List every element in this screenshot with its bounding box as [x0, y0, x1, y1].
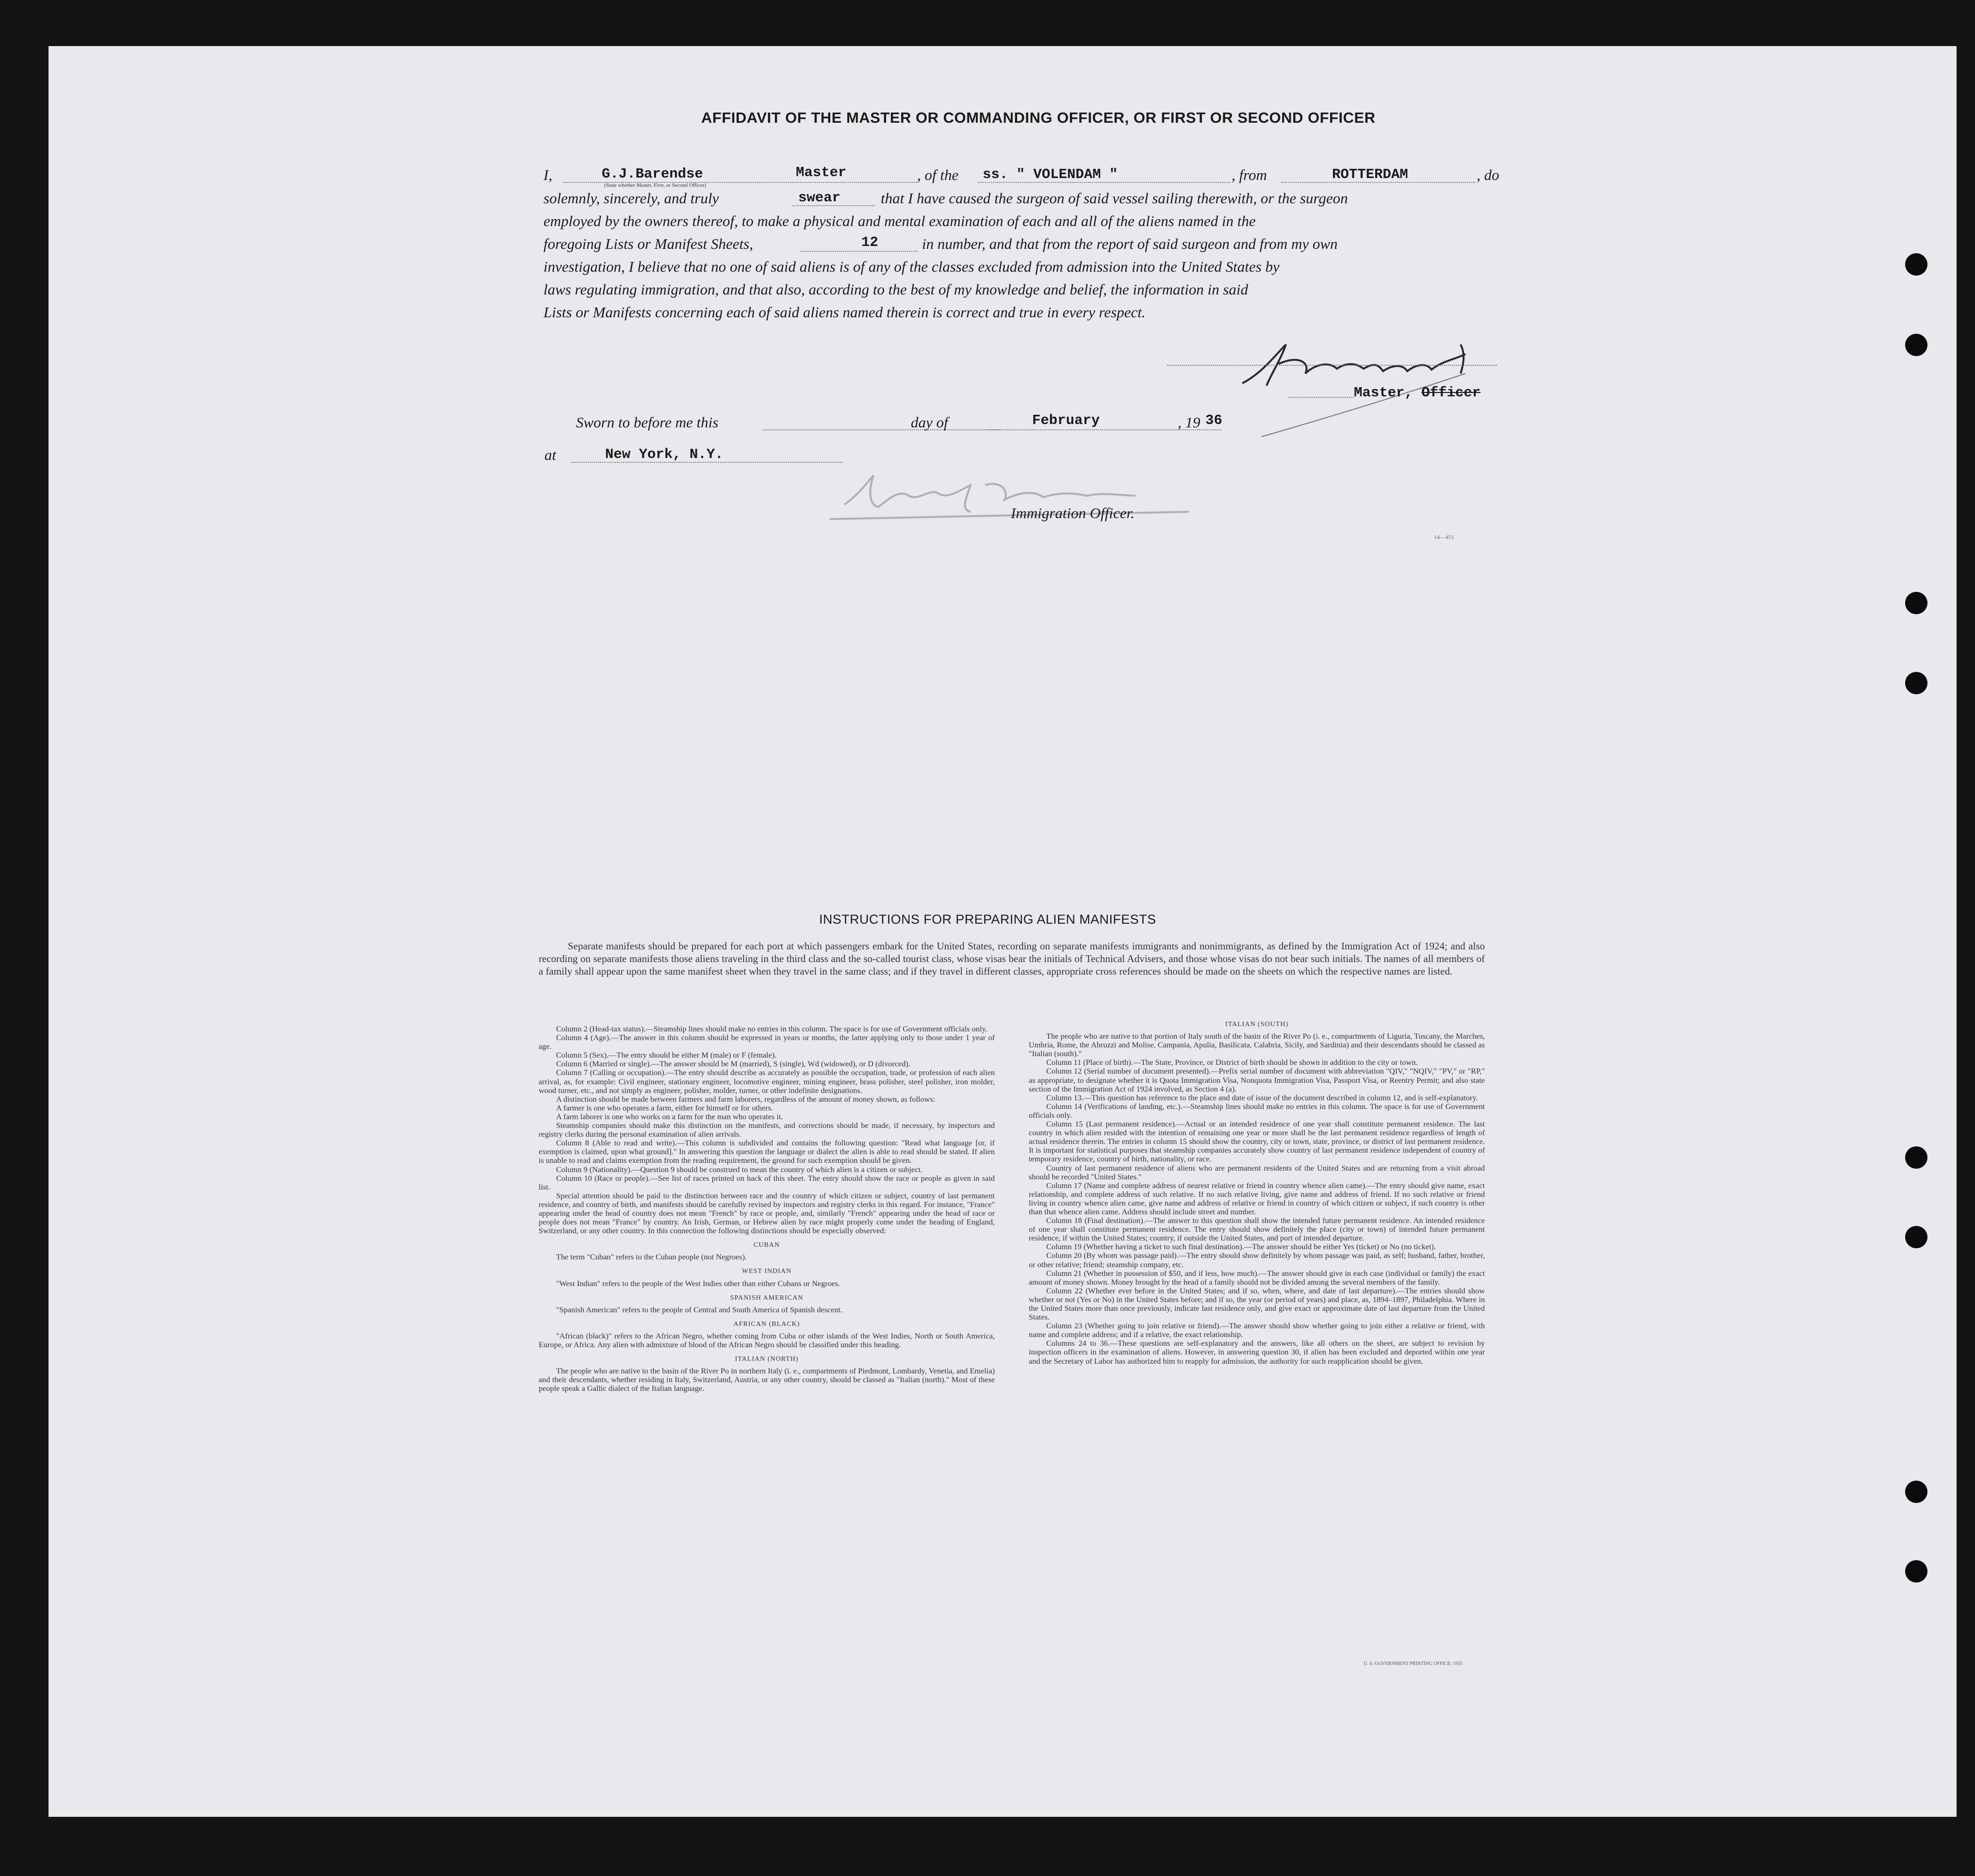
paragraph: "Spanish American" refers to the people of Central and South America of Spanish descent. — [556, 1305, 843, 1314]
paragraph: Column 15 (Last permanent residence).—Actual or an intended residence of one year shall constitute permanent residence. The last country in which alien resided with the intention of remaining one year or more shall be the last permanent residence regardless of length of actual residence therein. The entries in column 15 should show the country, city or town, state, province, or district of last permanent residence. It is important for statistical purposes that steamship companies accurately show country of last permanent residence independent of country of temporary residence, country of birth, nationality, or race. — [1029, 1119, 1485, 1164]
label-i: I, — [543, 166, 553, 183]
rank-note: (State whether Master, First, or Second Officer) — [604, 182, 707, 188]
instructions-title: INSTRUCTIONS FOR PREPARING ALIEN MANIFESTS — [819, 912, 1156, 927]
signature-line — [1167, 365, 1497, 366]
month: February — [1032, 412, 1100, 428]
affidavit-line-5: investigation, I believe that no one of said aliens is of any of the classes excluded from admission into the United States by — [543, 258, 1280, 275]
binder-hole — [1905, 1481, 1927, 1503]
paragraph: "West Indian" refers to the people of the West Indies other than either Cubans or Negroes. — [556, 1278, 840, 1288]
label-from: , from — [1232, 166, 1267, 183]
heading-italian-north: ITALIAN (NORTH) — [735, 1355, 799, 1363]
instructions-intro: Separate manifests should be prepared for each port at which passengers embark for the United States, recording on separate manifests immigrants and nonimmigrants, as defined by the Immigration Act of 1924; and also recording on separate manifests those aliens traveling in the third class and the so-called tourist class, whose visas bear the initials of Technical Advisers, and those whose visas do not bear such initials. The names of all members of a family shall appear upon the same manifest sheet when they travel in the same class; and if they travel in different classes, appropriate cross references should be made on the sheets on which the respective names are listed. — [539, 940, 1485, 977]
text-surgeon: that I have caused the surgeon of said vessel sailing therewith, or the surgeon — [881, 190, 1348, 207]
officer-rank: Master — [796, 164, 847, 180]
affidavit-line-7: Lists or Manifests concerning each of said aliens named therein is correct and true in every respect. — [543, 304, 1146, 321]
printer-imprint: U. S. GOVERNMENT PRINTING OFFICE: 1935 — [1364, 1661, 1463, 1666]
paragraph: Column 13.—This question has reference to the place and date of issue of the document described in column 12, and is self-explanatory. — [1046, 1093, 1478, 1102]
paragraph: Column 8 (Able to read and write).—This column is subdivided and contains the following question: "Read what language [or, if exemption is claimed, upon what ground]." In answering this question the language or dialect the alien is able to read should be stated. If alien is unable to read and claims exemption from the reading requirement, the ground for such exemption should be given. — [539, 1138, 995, 1165]
vessel-name: ss. " VOLENDAM " — [983, 166, 1118, 182]
paragraph: Special attention should be paid to the distinction between race and the country of which citizen or subject, country of last permanent residence, and country of birth, and manifests should be carefully revised by inspectors and registry clerks in this regard. For instance, "France" appearing under the head of country does not mean "French" by race or people, and, similarly "French" appearing under the head of race or people does not mean "France" by country. An Irish, German, or Hebrew alien by race might properly come under the heading of England, Switzerland, or any other country. In this connection the following distinctions should be especially observed: — [539, 1191, 995, 1236]
paragraph: Country of last permanent residence of aliens who are permanent residents of the United States and are returning from a visit abroad should be recorded "United States." — [1029, 1163, 1485, 1181]
paragraph: The term "Cuban" refers to the Cuban people (not Negroes). — [556, 1252, 747, 1262]
paragraph: Steamship companies should make this distinction on the manifests, and corrections should be made, if necessary, by inspectors and registry clerks during the personal examination of alien arrivals. — [539, 1121, 995, 1139]
text-sworn: Sworn to before me this — [576, 414, 719, 431]
paragraph: Column 4 (Age).—The answer in this column should be expressed in years or months, the latter applying only to those under 1 year of age. — [539, 1033, 995, 1051]
binder-hole — [1905, 1146, 1927, 1169]
master-title-line — [1288, 397, 1354, 398]
paragraph: Column 21 (Whether in possession of $50, and if less, how much).—The answer should give in each case (individual or family) the exact amount of money shown. Money brought by the head of a family should not be divided among the several members of the family. — [1029, 1268, 1485, 1287]
paragraph: A farm laborer is one who works on a farm for the man who operates it. — [556, 1111, 783, 1121]
master-label: Master, — [1354, 385, 1413, 401]
text-foregoing: foregoing Lists or Manifest Sheets, — [543, 235, 753, 252]
paragraph: Column 19 (Whether having a ticket to such final destination).—The answer should be either Yes (ticket) or No (no ticket). — [1046, 1242, 1436, 1252]
year-suffix: 36 — [1205, 412, 1222, 428]
binder-hole — [1905, 592, 1927, 614]
affidavit-line-6: laws regulating immigration, and that also, according to the best of my knowledge and belief, the information in said — [543, 281, 1249, 298]
sheet-count: 12 — [861, 234, 878, 250]
paragraph: Column 2 (Head-tax status).—Steamship lines should make no entries in this column. The space is for use of Government officials only. — [556, 1024, 988, 1033]
affidavit-title: AFFIDAVIT OF THE MASTER OR COMMANDING OFFICER, OR FIRST OR SECOND OFFICER — [701, 109, 1376, 126]
paragraph: The people who are native to that portion of Italy south of the basin of the River Po (i. e., compartments of Liguria, Tuscany, the Marches, Umbria, Rome, the Abruzzi and Molise, Campania, Apulia, Basilicata, Calabria, Sicily, and Sardinia) and their descendants should be classed as "Italian (south)." — [1029, 1031, 1485, 1059]
paragraph: Columns 24 to 36.—These questions are self-explanatory and the answers, like all others on the sheet, are subject to revision by inspection officers in the examination of aliens. However, in answering question 30, if alien has been excluded and deported within one year and the Secretary of Labor has authorized him to reapply for admission, the authority for such reapplication should be given. — [1029, 1338, 1485, 1366]
heading-italian-south: ITALIAN (SOUTH) — [1225, 1021, 1289, 1028]
master-title — [1354, 385, 1481, 401]
paragraph: Column 9 (Nationality).—Question 9 should be construed to mean the country of which alien is a citizen or subject. — [556, 1164, 923, 1174]
paragraph: Column 20 (By whom was passage paid).—The entry should show definitely by whom passage was paid, as self; husband, father, brother, or other relative; friend; steamship company, etc. — [1029, 1251, 1485, 1269]
heading-african: AFRICAN (BLACK) — [733, 1320, 800, 1328]
paragraph: Column 18 (Final destination).—The answer to this question shall show the intended future permanent residence. An intended residence of one year shall constitute permanent residence. The entry should show definitely the place (city or town) of intended future permanent residence, if within the United States; country, if outside the United States, and port of intended departure. — [1029, 1216, 1485, 1243]
blank-day — [763, 429, 1001, 430]
binder-hole — [1905, 253, 1927, 276]
label-of-the: , of the — [917, 166, 959, 183]
paragraph: A distinction should be made between farmers and farm laborers, regardless of the amount of money shown, as follows: — [556, 1094, 936, 1104]
form-code: 14—451 — [1434, 534, 1454, 540]
immigration-officer-title: Immigration Officer. — [1011, 505, 1135, 522]
text-in-number: in number, and that from the report of said surgeon and from my own — [922, 235, 1338, 252]
binder-hole — [1905, 1226, 1927, 1248]
affidavit-line-3: employed by the owners thereof, to make a physical and mental examination of each and all of the aliens named in the — [543, 212, 1256, 229]
paragraph: Column 11 (Place of birth).—The State, Province, or District of birth should be shown in addition to the city or town. — [1046, 1058, 1418, 1067]
paragraph: Column 12 (Serial number of document presented).—Prefix serial number of document with abbreviation "QIV," "NQIV," "PV," or "RP," as appropriate, to designate whether it is Quota Immigration Visa, Nonquota Immigration Visa, Passport Visa, or Reentry Permit; and also state section of the Immigration Act of 1924 involved, as Section 4 (a). — [1029, 1066, 1485, 1093]
port-name: ROTTERDAM — [1332, 166, 1408, 182]
instructions-right-column — [1029, 1020, 1485, 1366]
heading-west-indian: WEST INDIAN — [741, 1268, 792, 1275]
text-day-of: day of — [911, 414, 948, 431]
paragraph: Column 7 (Calling or occupation).—The entry should describe as accurately as possible the occupation, trade, or profession of each alien arrival, as, for example: Civil engineer, stationary engineer, locomotive engineer, mining engineer, brass polisher, steel polisher, iron molder, wood turner, etc., and not simply as engineer, polisher, molder, turner, or other indefinite designations. — [539, 1068, 995, 1095]
instructions-left-column — [539, 1025, 995, 1393]
binder-hole — [1905, 672, 1927, 694]
paragraph: Column 10 (Race or people).—See list of races printed on back of this sheet. The entry should show the race or people as given in said list. — [539, 1173, 995, 1191]
paragraph: Column 14 (Verifications of landing, etc.).—Steamship lines should make no entries in this column. The space is for use of Government officials only. — [1029, 1101, 1485, 1120]
place: New York, N.Y. — [605, 446, 724, 462]
paragraph: Column 22 (Whether ever before in the United States; and if so, when, where, and date of last departure).—The entries should show whether or not (Yes or No) in the United States before; and if so, the year (or period of years) and place, as, 1894–1897, Philadelphia. Where in the United States more than once previously, indicate last residence only, and give exact or approximate date of last departure from the United States. — [1029, 1286, 1485, 1322]
label-do: , do — [1477, 166, 1499, 183]
paragraph: Column 23 (Whether going to join relative or friend).—The answer should show whether going to join either a relative or friend, with name and complete address; and if a relative, the exact relationship. — [1029, 1321, 1485, 1339]
paragraph: Column 5 (Sex).—The entry should be either M (male) or F (female). — [556, 1050, 777, 1060]
paragraph: Column 17 (Name and complete address of nearest relative or friend in country whence alien came).—The entry should give name, exact relationship, and complete address of such relative. If no such relative living, give name and address of friend. If no such relative or friend living in country whence alien came, give name and address of relative or friend in country of which citizen or subject, if such country is other than that whence alien came. Address should include street and number. — [1029, 1180, 1485, 1216]
year-prefix: , 19 — [1178, 414, 1201, 431]
struck-officer-label: Officer — [1421, 385, 1481, 401]
heading-spanish-american: SPANISH AMERICAN — [730, 1294, 804, 1302]
paragraph: "African (black)" refers to the African Negro, whether coming from Cuba or other islands of the West Indies, North or South America, Europe, or Africa. Any alien with admixture of blood of the African Negro should be classified under this heading. — [539, 1331, 995, 1349]
heading-cuban: CUBAN — [753, 1241, 780, 1249]
paragraph: A farmer is one who operates a farm, either for himself or for others. — [556, 1103, 774, 1112]
binder-hole — [1905, 1560, 1927, 1582]
text-solemnly: solemnly, sincerely, and truly — [543, 190, 719, 207]
blank-sheet-count — [801, 251, 917, 252]
paragraph: Column 6 (Married or single).—The answer should be M (married), S (single), Wd (widowed), or D (divorced). — [556, 1059, 910, 1069]
binder-hole — [1905, 334, 1927, 356]
text-at: at — [544, 446, 557, 463]
officer-name: G.J.Barendse — [602, 166, 703, 182]
oath-word: swear — [798, 190, 841, 206]
paragraph: The people who are native to the basin of the River Po in northern Italy (i. e., compartments of Piedmont, Lombardy, Venetia, and Emelia) and their descendants, whether residing in Italy, Switzerland, Austria, or any other country, should be classed as "Italian (north)." Most of these people speak a Gallic dialect of the Italian language. — [539, 1366, 995, 1393]
